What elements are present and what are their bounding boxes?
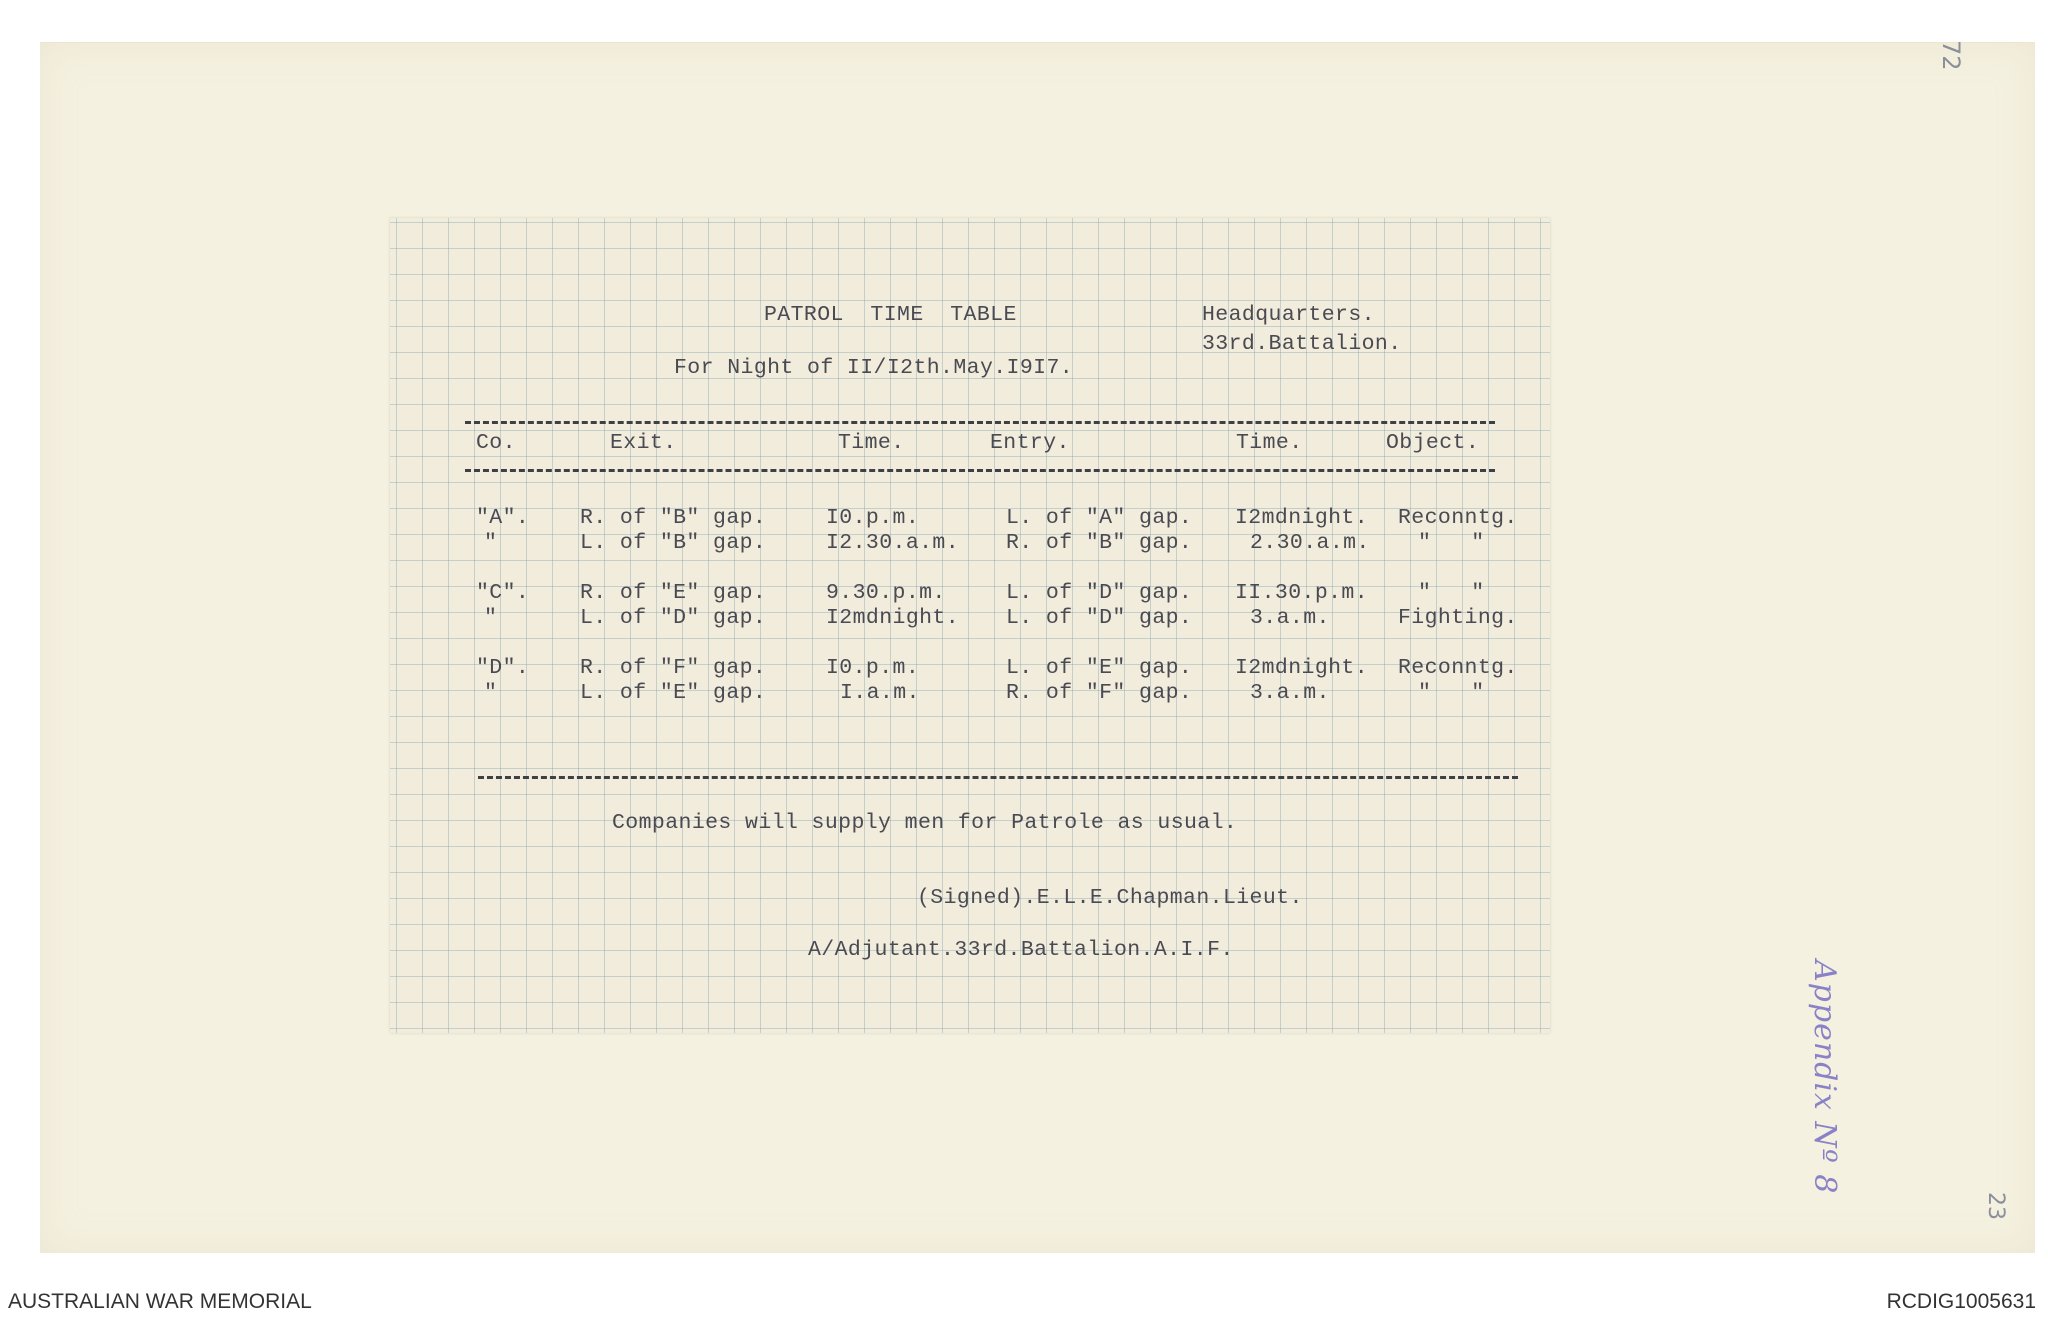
page-number: 23 <box>1983 1192 2008 1220</box>
col-header-entry-time: Time. <box>1236 431 1303 455</box>
signatory-role: A/Adjutant.33rd.Battalion.A.I.F. <box>808 938 1234 962</box>
table-cell: L. of "E" gap. <box>1006 656 1193 680</box>
table-cell: I2mdnight. <box>826 606 960 630</box>
table-cell: " <box>484 681 498 705</box>
footer-institution: AUSTRALIAN WAR MEMORIAL <box>8 1290 312 1313</box>
col-header-co: Co. <box>476 431 516 455</box>
table-cell: L. of "E" gap. <box>580 681 767 705</box>
table-cell: L. of "D" gap. <box>1006 606 1193 630</box>
appendix-stamp: Appendix Nº 8 <box>1807 960 1842 1195</box>
col-header-entry: Entry. <box>990 431 1070 455</box>
table-cell: 9.30.p.m. <box>826 581 946 605</box>
table-cell: 3.a.m. <box>1250 681 1330 705</box>
table-cell: L. of "D" gap. <box>1006 581 1193 605</box>
table-cell: Fighting. <box>1398 606 1518 630</box>
table-cell: L. of "B" gap. <box>580 531 767 555</box>
col-header-object: Object. <box>1386 431 1480 455</box>
table-cell: L. of "D" gap. <box>580 606 767 630</box>
table-cell: " <box>484 531 498 555</box>
table-rule-bottom <box>478 776 1518 779</box>
table-cell: "A". <box>476 506 530 530</box>
folio-number-handwritten: 72 <box>1937 40 1965 71</box>
table-cell: 3.a.m. <box>1250 606 1330 630</box>
table-cell: R. of "B" gap. <box>1006 531 1193 555</box>
table-cell: I0.p.m. <box>826 506 920 530</box>
table-cell: 2.30.a.m. <box>1250 531 1370 555</box>
col-header-exit: Exit. <box>610 431 677 455</box>
table-cell: I0.p.m. <box>826 656 920 680</box>
table-cell: " <box>484 606 498 630</box>
table-cell: "C". <box>476 581 530 605</box>
signature-line: (Signed).E.L.E.Chapman.Lieut. <box>917 886 1303 910</box>
document-subtitle: For Night of II/I2th.May.I9I7. <box>674 356 1074 380</box>
header-rule-top <box>465 421 1495 424</box>
table-cell: I2mdnight. <box>1235 506 1369 530</box>
table-cell: R. of "E" gap. <box>580 581 767 605</box>
table-cell: II.30.p.m. <box>1235 581 1369 605</box>
table-cell: I2mdnight. <box>1235 656 1369 680</box>
table-cell: " " <box>1418 681 1485 705</box>
table-cell: I.a.m. <box>840 681 920 705</box>
hq-line-2: 33rd.Battalion. <box>1202 332 1402 356</box>
table-cell: " " <box>1418 531 1485 555</box>
col-header-exit-time: Time. <box>838 431 905 455</box>
table-cell: R. of "F" gap. <box>1006 681 1193 705</box>
table-cell: Reconntg. <box>1398 656 1518 680</box>
patrol-time-table-sheet <box>390 218 1550 1033</box>
header-rule-bottom <box>465 469 1495 472</box>
table-cell: " " <box>1418 581 1485 605</box>
table-cell: I2.30.a.m. <box>826 531 960 555</box>
table-cell: R. of "F" gap. <box>580 656 767 680</box>
table-cell: L. of "A" gap. <box>1006 506 1193 530</box>
table-cell: "D". <box>476 656 530 680</box>
hq-line-1: Headquarters. <box>1202 303 1375 327</box>
footer-record-id: RCDIG1005631 <box>1886 1290 2036 1313</box>
table-cell: R. of "B" gap. <box>580 506 767 530</box>
table-cell: Reconntg. <box>1398 506 1518 530</box>
note-line: Companies will supply men for Patrole as usual. <box>612 811 1238 835</box>
document-title: PATROL TIME TABLE <box>764 303 1017 327</box>
